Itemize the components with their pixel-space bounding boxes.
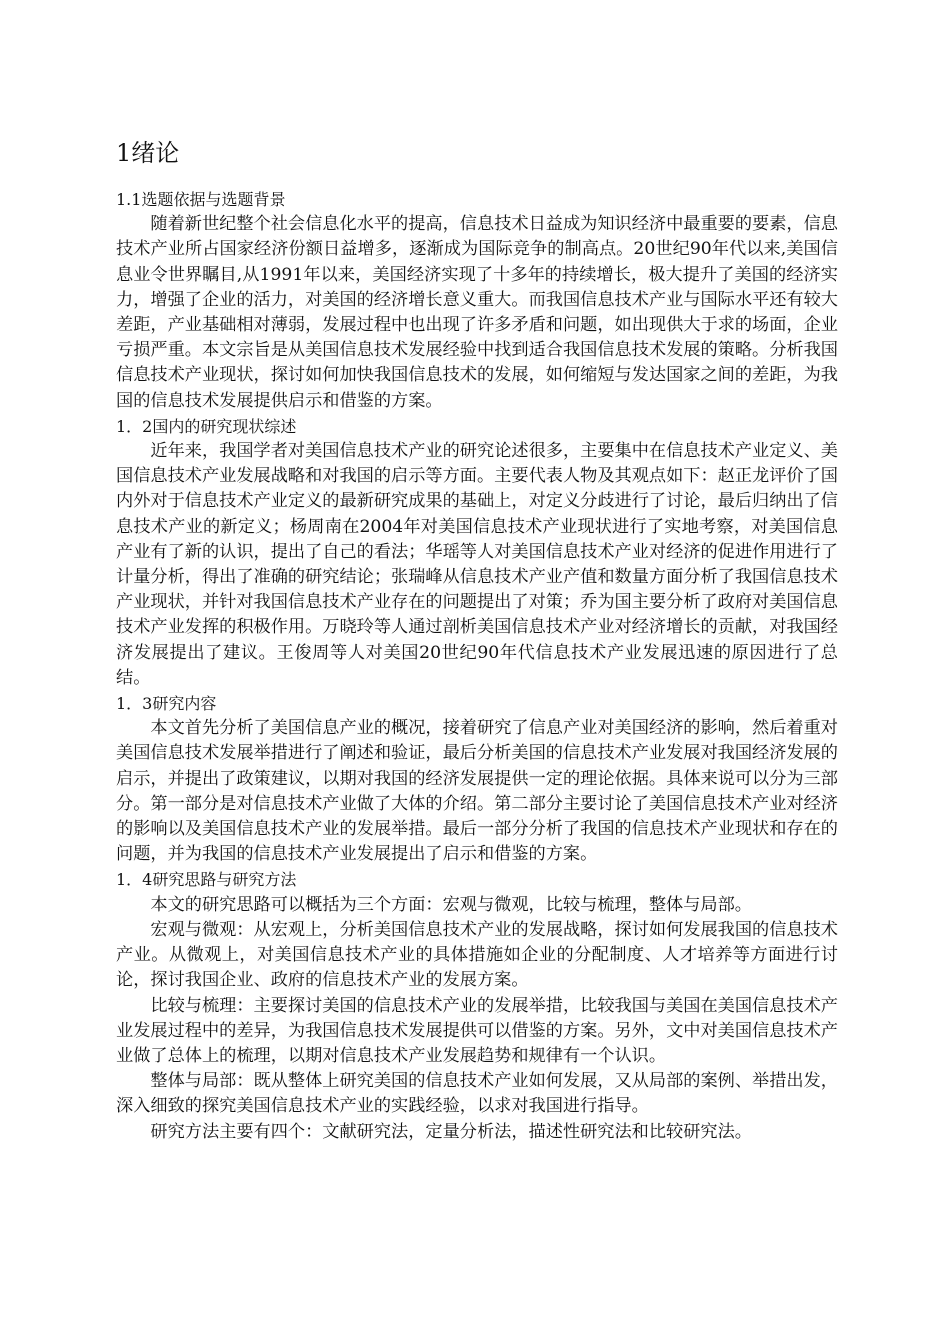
- section-1-2: [116, 414, 838, 691]
- section-1-3: [116, 691, 838, 867]
- section-1-1: [116, 187, 838, 414]
- paragraph: 比较与梳理：主要探讨美国的信息技术产业的发展举措，比较我国与美国在美国信息技术产业发展过程中的差异，为我国信息技术发展提供可以借鉴的方案。另外，文中对美国信息技术产业做了总体上的梳理，以期对信息技术产业发展趋势和规律有一个认识。: [116, 995, 838, 1066]
- paragraph: 随着新世纪整个社会信息化水平的提高，信息技术日益成为知识经济中最重要的要素，信息技术产业所占国家经济份额日益增多，逐渐成为国际竞争的制高点。20世纪90年代以来,美国信息业令世界瞩目,从1991年以来，美国经济实现了十多年的持续增长，极大提升了美国的经济实力，增强了企业的活力，对美国的经济增长意义重大。而我国信息技术产业与国际水平还有较大差距，产业基础相对薄弱，发展过程中也出现了许多矛盾和问题，如出现供大于求的场面，企业亏损严重。本文宗旨是从美国信息技术发展经验中找到适合我国信息技术发展的策略。分析我国信息技术产业现状，探讨如何加快我国信息技术的发展，如何缩短与发达国家之间的差距，为我国的信息技术发展提供启示和借鉴的方案。: [116, 214, 838, 411]
- paragraph: 整体与局部：既从整体上研究美国的信息技术产业如何发展，又从局部的案例、举措出发，深入细致的探究美国信息技术产业的实践经验，以求对我国进行指导。: [116, 1071, 838, 1117]
- section-title: 1．4研究思路与研究方法: [116, 870, 297, 890]
- paragraph: 本文的研究思路可以概括为三个方面：宏观与微观，比较与梳理，整体与局部。: [150, 894, 752, 915]
- paragraph: 本文首先分析了美国信息产业的概况，接着研究了信息产业对美国经济的影响，然后着重对美国信息技术发展举措进行了阐述和验证，最后分析美国的信息技术产业发展对我国经济发展的启示，并提出了政策建议，以期对我国的经济发展提供一定的理论依据。具体来说可以分为三部分。第一部分是对信息技术产业做了大体的介绍。第二部分主要讨论了美国信息技术产业对经济的影响以及美国信息技术产业的发展举措。最后一部分分析了我国的信息技术产业现状和存在的问题，并为我国的信息技术产业发展提出了启示和借鉴的方案。: [116, 718, 838, 865]
- paragraph: 研究方法主要有四个：文献研究法，定量分析法，描述性研究法和比较研究法。: [150, 1121, 752, 1142]
- section-title: 1.1选题依据与选题背景: [116, 190, 286, 209]
- document-page: [116, 133, 838, 1145]
- section-1-4: [116, 867, 838, 1144]
- chapter-title: 1绪论: [116, 139, 180, 167]
- paragraph: 宏观与微观：从宏观上，分析美国信息技术产业的发展战略，探讨如何发展我国的信息技术产业。从微观上，对美国信息技术产业的具体措施如企业的分配制度、人才培养等方面进行讨论，探讨我国企业、政府的信息技术产业的发展方案。: [116, 919, 838, 991]
- section-title: 1．2国内的研究现状综述: [116, 416, 297, 436]
- section-title: 1．3研究内容: [116, 694, 217, 714]
- paragraph: 近年来，我国学者对美国信息技术产业的研究论述很多，主要集中在信息技术产业定义、美国信息技术产业发展战略和对我国的启示等方面。主要代表人物及其观点如下：赵正龙评价了国内外对于信息技术产业定义的最新研究成果的基础上，对定义分歧进行了讨论，最后归纳出了信息技术产业的新定义；杨周南在2004年对美国信息技术产业现状进行了实地考察，对美国信息产业有了新的认识，提出了自己的看法；华瑶等人对美国信息技术产业对经济的促进作用进行了计量分析，得出了准确的研究结论；张瑞峰从信息技术产业产值和数量方面分析了我国信息技术产业现状，并针对我国信息技术产业存在的问题提出了对策；乔为国主要分析了政府对美国信息技术产业发挥的积极作用。万晓玲等人通过剖析美国信息技术产业对经济增长的贡献，对我国经济发展提出了建议。王俊周等人对美国20世纪90年代信息技术产业发展迅速的原因进行了总结。: [116, 441, 838, 688]
